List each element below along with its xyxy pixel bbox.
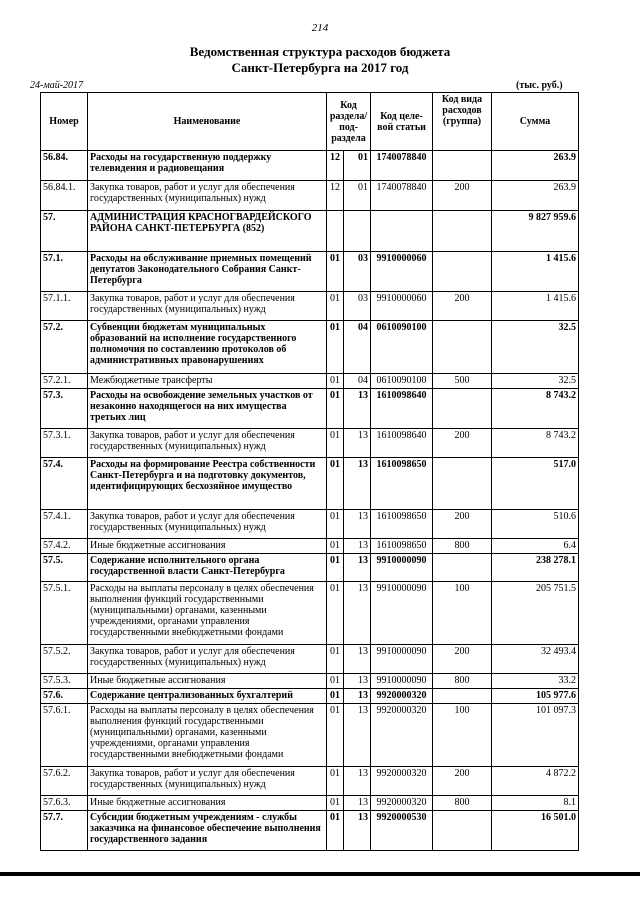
row-number: 57.7. [41,811,88,851]
row-subsection: 13 [344,767,371,796]
row-sum: 263.9 [492,181,579,211]
row-name: Закупка товаров, работ и услуг для обеспечения государственных (муниципальных) нужд [88,429,327,458]
table-body [41,151,579,851]
row-name: Расходы на формирование Реестра собственности Санкт-Петербурга и на подготовку документов, идентифицирующих бесхозяйное имущество [88,458,327,510]
row-target-code: 9910000060 [371,292,433,321]
row-number: 57.4.1. [41,510,88,539]
row-section: 01 [327,704,344,767]
document-date: 24-май-2017 [30,80,84,91]
row-sum: 33.2 [492,674,579,689]
table-row [41,458,579,510]
table-row [41,539,579,554]
row-sum: 510.6 [492,510,579,539]
row-sum: 8.1 [492,796,579,811]
row-section: 01 [327,252,344,292]
table-row [41,321,579,374]
table-row [41,292,579,321]
row-name: Расходы на освобождение земельных участков от незаконно находящегося на них имущества третьих лиц [88,389,327,429]
row-target-code: 0610090100 [371,321,433,374]
row-target-code: 1610098650 [371,539,433,554]
table-row [41,151,579,181]
row-sum: 8 743.2 [492,389,579,429]
row-number: 57.6.1. [41,704,88,767]
row-expense-type [433,554,492,582]
row-target-code: 9910000090 [371,582,433,645]
row-expense-type: 200 [433,181,492,211]
col-target-header: Код целе-вой статьи [371,93,433,151]
row-name: Расходы на выплаты персоналу в целях обеспечения выполнения функций государственными (муниципальными) органами, казенными учреждениями, органами управления государственными внебюджетными фондами [88,704,327,767]
row-expense-type: 200 [433,767,492,796]
row-subsection: 13 [344,582,371,645]
row-target-code: 9920000320 [371,704,433,767]
row-sum: 101 097.3 [492,704,579,767]
row-name: Расходы на выплаты персоналу в целях обеспечения выполнения функций государственными (муниципальными) органами, казенными учреждениями, органами управления государственными внебюджетными фондами [88,582,327,645]
row-name: Закупка товаров, работ и услуг для обеспечения государственных (муниципальных) нужд [88,767,327,796]
row-number: 57.2.1. [41,374,88,389]
budget-table [40,92,579,851]
col-sum-header: Сумма [492,93,579,151]
row-expense-type: 800 [433,674,492,689]
row-target-code: 9920000320 [371,767,433,796]
row-number: 57.5.1. [41,582,88,645]
row-sum: 1 415.6 [492,292,579,321]
row-section: 01 [327,645,344,674]
row-sum: 9 827 959.6 [492,211,579,252]
row-number: 57.5. [41,554,88,582]
row-target-code: 9910000060 [371,252,433,292]
table-header-row [41,93,579,151]
row-number: 56.84.1. [41,181,88,211]
row-target-code: 9910000090 [371,674,433,689]
row-expense-type [433,252,492,292]
row-target-code: 1740078840 [371,181,433,211]
row-name: Субсидии бюджетным учреждениям - службы заказчика на финансовое обеспечение выполнения государственного задания [88,811,327,851]
row-section: 01 [327,689,344,704]
row-number: 57.1. [41,252,88,292]
row-name: Иные бюджетные ассигнования [88,674,327,689]
row-expense-type: 800 [433,796,492,811]
row-expense-type: 200 [433,429,492,458]
table-row [41,645,579,674]
row-expense-type: 200 [433,292,492,321]
row-section: 12 [327,181,344,211]
row-name: Межбюджетные трансферты [88,374,327,389]
row-expense-type [433,389,492,429]
table-row [41,674,579,689]
row-name: Закупка товаров, работ и услуг для обеспечения государственных (муниципальных) нужд [88,292,327,321]
row-sum: 32.5 [492,321,579,374]
table-row [41,796,579,811]
table-row [41,510,579,539]
document-title [0,44,640,76]
row-subsection: 01 [344,181,371,211]
row-name: Закупка товаров, работ и услуг для обеспечения государственных (муниципальных) нужд [88,645,327,674]
row-expense-type [433,458,492,510]
row-subsection: 04 [344,321,371,374]
table-row [41,211,579,252]
row-sum: 263.9 [492,151,579,181]
col-expense-type-header: Код вида расходов (группа) [433,93,492,151]
row-section: 01 [327,292,344,321]
row-target-code: 9910000090 [371,645,433,674]
row-target-code: 9920000530 [371,811,433,851]
row-subsection [344,211,371,252]
row-name: Содержание централизованных бухгалтерий [88,689,327,704]
table-row [41,429,579,458]
table-row [41,554,579,582]
row-section: 01 [327,539,344,554]
row-section: 01 [327,458,344,510]
row-number: 57.6. [41,689,88,704]
row-target-code: 1740078840 [371,151,433,181]
row-sum: 32 493.4 [492,645,579,674]
col-number-header: Номер [41,93,88,151]
row-target-code: 1610098650 [371,510,433,539]
col-name-header: Наименование [88,93,327,151]
table-row [41,252,579,292]
row-section: 01 [327,796,344,811]
title-line-1: Ведомственная структура расходов бюджета [189,44,451,59]
row-section: 01 [327,321,344,374]
col-section-header: Код раздела/ под-раздела [327,93,371,151]
row-expense-type: 100 [433,704,492,767]
row-number: 57.5.3. [41,674,88,689]
row-name: АДМИНИСТРАЦИЯ КРАСНОГВАРДЕЙСКОГО РАЙОНА САНКТ-ПЕТЕРБУРГА (852) [88,211,327,252]
row-subsection: 01 [344,151,371,181]
row-subsection: 13 [344,458,371,510]
row-section: 01 [327,582,344,645]
row-subsection: 13 [344,389,371,429]
row-target-code [371,211,433,252]
row-sum: 16 501.0 [492,811,579,851]
row-section: 01 [327,389,344,429]
table-row [41,374,579,389]
row-name: Иные бюджетные ассигнования [88,539,327,554]
row-name: Закупка товаров, работ и услуг для обеспечения государственных (муниципальных) нужд [88,181,327,211]
row-sum: 8 743.2 [492,429,579,458]
row-subsection: 03 [344,292,371,321]
row-number: 57.3. [41,389,88,429]
row-sum: 238 278.1 [492,554,579,582]
row-expense-type: 200 [433,645,492,674]
row-number: 57.3.1. [41,429,88,458]
page-bottom-border [0,872,640,876]
row-section: 01 [327,767,344,796]
row-number: 57.4.2. [41,539,88,554]
row-target-code: 9920000320 [371,689,433,704]
row-number: 56.84. [41,151,88,181]
row-target-code: 1610098640 [371,389,433,429]
row-expense-type: 200 [433,510,492,539]
row-number: 57.1.1. [41,292,88,321]
row-sum: 205 751.5 [492,582,579,645]
row-expense-type [433,211,492,252]
row-subsection: 03 [344,252,371,292]
row-expense-type [433,689,492,704]
row-target-code: 9920000320 [371,796,433,811]
row-target-code: 1610098640 [371,429,433,458]
row-section: 01 [327,554,344,582]
row-number: 57.5.2. [41,645,88,674]
row-number: 57.6.3. [41,796,88,811]
table-row [41,389,579,429]
row-name: Расходы на обслуживание приемных помещений депутатов Законодательного Собрания Санкт-Петербурга [88,252,327,292]
table-row [41,181,579,211]
row-sum: 517.0 [492,458,579,510]
row-section [327,211,344,252]
units-label: (тыс. руб.) [516,80,563,91]
row-subsection: 13 [344,689,371,704]
row-subsection: 13 [344,811,371,851]
row-expense-type: 500 [433,374,492,389]
row-subsection: 13 [344,796,371,811]
row-subsection: 13 [344,554,371,582]
row-number: 57.4. [41,458,88,510]
row-number: 57. [41,211,88,252]
row-sum: 1 415.6 [492,252,579,292]
table-row [41,811,579,851]
row-sum: 32.5 [492,374,579,389]
table-row [41,767,579,796]
row-expense-type [433,151,492,181]
table-row [41,704,579,767]
page-number: 214 [311,22,329,34]
table-row [41,689,579,704]
row-number: 57.2. [41,321,88,374]
row-name: Иные бюджетные ассигнования [88,796,327,811]
row-name: Расходы на государственную поддержку телевидения и радиовещания [88,151,327,181]
row-target-code: 1610098650 [371,458,433,510]
row-section: 12 [327,151,344,181]
row-section: 01 [327,510,344,539]
row-section: 01 [327,374,344,389]
title-line-2: Санкт-Петербурга на 2017 год [231,60,409,75]
row-number: 57.6.2. [41,767,88,796]
row-subsection: 13 [344,645,371,674]
row-subsection: 13 [344,704,371,767]
row-target-code: 9910000090 [371,554,433,582]
row-expense-type: 100 [433,582,492,645]
row-name: Субвенции бюджетам муниципальных образований на исполнение государственного полномочия по составлению протоколов об административных правонарушениях [88,321,327,374]
row-expense-type [433,811,492,851]
row-name: Закупка товаров, работ и услуг для обеспечения государственных (муниципальных) нужд [88,510,327,539]
row-sum: 105 977.6 [492,689,579,704]
table-row [41,582,579,645]
row-subsection: 13 [344,674,371,689]
row-subsection: 13 [344,510,371,539]
row-subsection: 13 [344,539,371,554]
row-name: Содержание исполнительного органа государственной власти Санкт-Петербурга [88,554,327,582]
row-target-code: 0610090100 [371,374,433,389]
row-expense-type [433,321,492,374]
row-section: 01 [327,674,344,689]
row-section: 01 [327,429,344,458]
row-subsection: 13 [344,429,371,458]
row-sum: 6.4 [492,539,579,554]
row-subsection: 04 [344,374,371,389]
row-sum: 4 872.2 [492,767,579,796]
row-expense-type: 800 [433,539,492,554]
row-section: 01 [327,811,344,851]
